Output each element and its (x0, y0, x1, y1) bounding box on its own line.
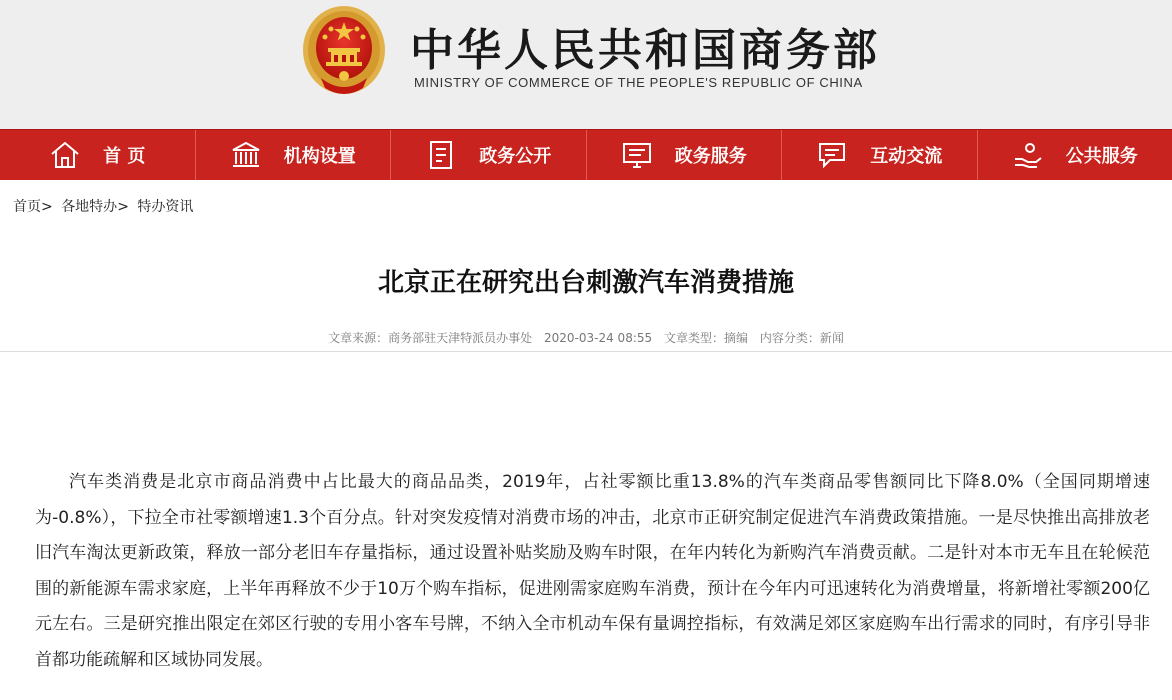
nav-item-label: 机构设置 (283, 146, 356, 167)
monitor-icon (621, 139, 653, 171)
site-header (0, 0, 1172, 129)
nav-item-interaction[interactable] (782, 130, 978, 180)
nav-item-label: 政务公开 (479, 146, 552, 167)
article-meta (0, 329, 1172, 346)
breadcrumb (13, 196, 193, 216)
nav-item-public-services[interactable] (978, 130, 1172, 180)
site-title-cn: 中华人民共和国商务部 (410, 25, 880, 76)
article-category: 内容分类：新闻 (759, 331, 844, 345)
main-nav (0, 129, 1172, 180)
document-icon (425, 139, 457, 171)
national-emblem-icon[interactable] (301, 4, 387, 98)
nav-item-government-affairs[interactable] (391, 130, 587, 180)
breadcrumb-separator: > (41, 199, 53, 215)
breadcrumb-link-home[interactable]: 首页 (13, 199, 41, 215)
article-date: 2020-03-24 08:55 (544, 331, 653, 345)
nav-item-label: 政务服务 (674, 146, 747, 167)
nav-item-label: 互动交流 (870, 146, 943, 167)
nav-item-home[interactable] (0, 130, 196, 180)
building-icon (230, 139, 262, 171)
site-title-en: MINISTRY OF COMMERCE OF THE PEOPLE'S REPUBLIC OF CHINA (414, 75, 863, 90)
nav-item-government-services[interactable] (587, 130, 783, 180)
breadcrumb-link-news[interactable]: 特办资讯 (137, 199, 194, 215)
home-icon (49, 139, 81, 171)
nav-item-label: 公共服务 (1065, 146, 1138, 167)
article-title: 北京正在研究出台刺激汽车消费措施 (377, 268, 794, 298)
article-body: 汽车类消费是北京市商品消费中占比最大的商品品类，2019年，占社零额比重13.8%的汽车类商品零售额同比下降8.0%（全国同期增速为-0.8%），下拉全市社零额增速1.3个百分点。针对突发疫情对消费市场的冲击，北京市正研究制定促进汽车消费政策措施。一是尽快推出高排放老旧汽车淘汰更新政策，释放一部分老旧车存量指标，通过设置补贴奖励及购车时限，在年内转化为新购汽车消费贡献。二是针对本市无车且在轮候范围的新能源车需求家庭，上半年再释放不少于10万个购车指标，促进刚需家庭购车消费，预计在今年内可迅速转化为消费增量，将新增社零额200亿元左右。三是研究推出限定在郊区行驶的专用小客车号牌，不纳入全市机动车保有量调控指标，有效满足郊区家庭购车出行需求的同时，有序引导非首都功能疏解和区域协同发展。 (35, 472, 1150, 670)
nav-item-label: 首 页 (103, 146, 146, 167)
breadcrumb-separator: > (117, 199, 129, 215)
article-source: 文章来源：商务部驻天津特派员办事处 (328, 331, 533, 345)
divider (0, 351, 1172, 352)
nav-item-organization[interactable] (196, 130, 392, 180)
breadcrumb-link-local-offices[interactable]: 各地特办 (61, 199, 118, 215)
chat-icon (816, 139, 848, 171)
article-type: 文章类型：摘编 (663, 331, 748, 345)
hand-icon (1012, 139, 1044, 171)
